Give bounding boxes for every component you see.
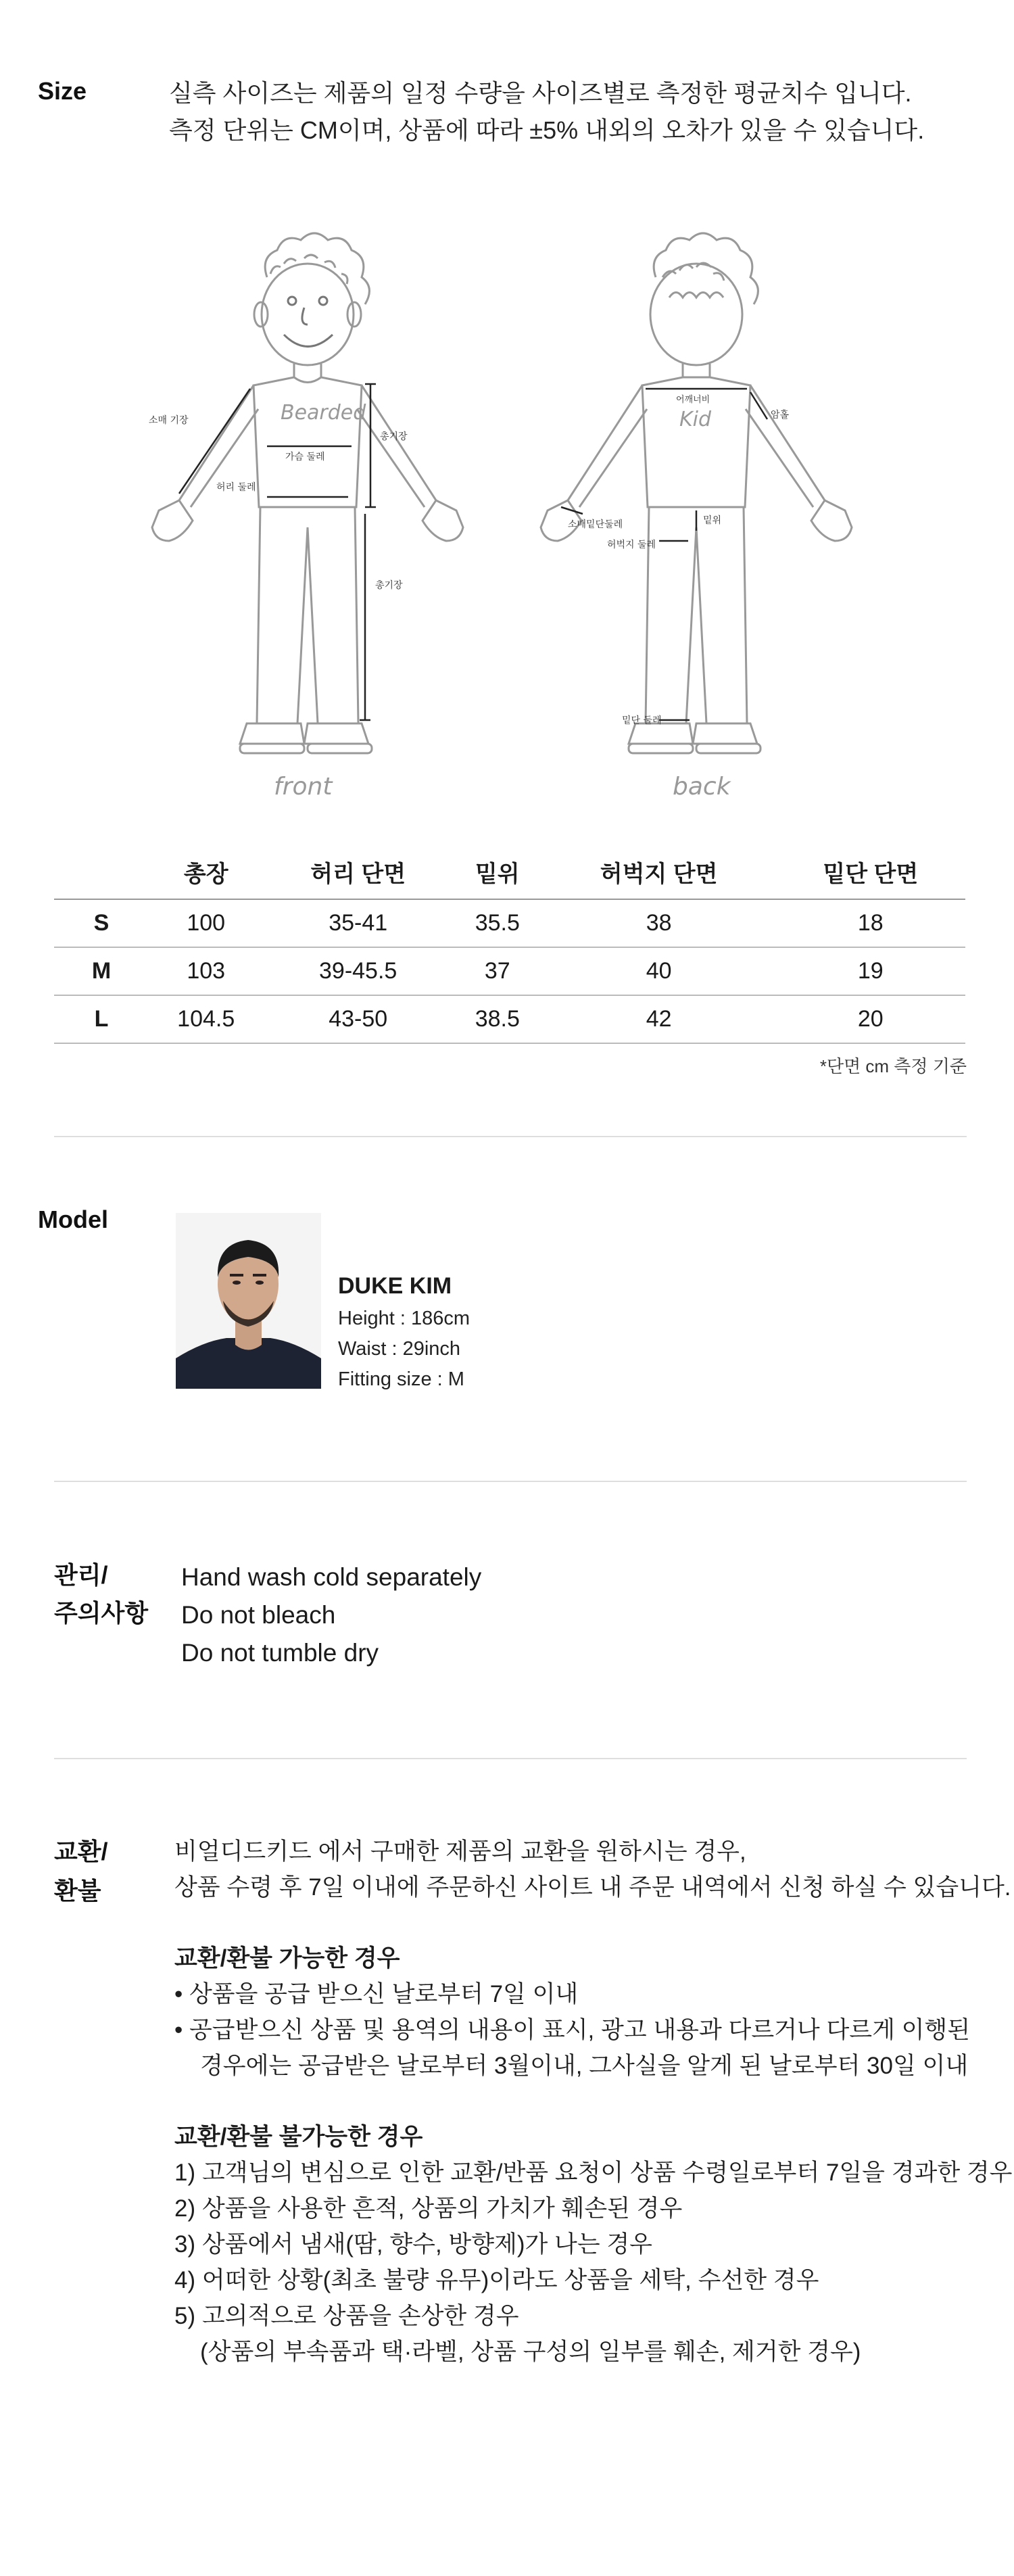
- front-figure: [152, 233, 463, 753]
- back-shirt-small: 어깨너비: [676, 395, 710, 405]
- back-label-hem: 밑단 둘레: [622, 715, 662, 726]
- section-divider: [54, 1481, 967, 1482]
- model-section-label: Model: [38, 1206, 108, 1233]
- table-cell: 104.5: [149, 995, 263, 1043]
- model-waist: Waist : 29inch: [338, 1338, 461, 1360]
- table-cell: 35.5: [453, 899, 542, 947]
- care-item: Do not tumble dry: [181, 1639, 379, 1667]
- table-cell: 38.5: [453, 995, 542, 1043]
- table-cell: 37: [453, 947, 542, 995]
- table-header-cell: 허벅지 단면: [542, 845, 776, 899]
- size-description: [169, 74, 980, 149]
- table-cell: S: [54, 899, 149, 947]
- exchange-impossible-item-cont: (상품의 부속품과 택·라벨, 상품 구성의 일부를 훼손, 제거한 경우): [200, 2339, 861, 2365]
- table-cell: M: [54, 947, 149, 995]
- model-height: Height : 186cm: [338, 1308, 470, 1329]
- care-section-label: [54, 1556, 148, 1632]
- table-cell: 42: [542, 995, 776, 1043]
- model-photo: [176, 1213, 321, 1389]
- table-cell: 43-50: [263, 995, 452, 1043]
- table-row: [54, 947, 965, 995]
- front-label-chest: 가슴 둘레: [285, 452, 325, 462]
- table-note: *단면 cm 측정 기준: [819, 1056, 967, 1076]
- size-description-line-1: 실측 사이즈는 제품의 일정 수량을 사이즈별로 측정한 평균치수 입니다.: [169, 79, 912, 107]
- measurement-illustration: [101, 223, 913, 811]
- exchange-label-line-2: 환불: [54, 1877, 101, 1905]
- table-cell: 19: [776, 947, 965, 995]
- table-header-cell: 허리 단면: [263, 845, 452, 899]
- table-cell: 35-41: [263, 899, 452, 947]
- exchange-possible-title: 교환/환불 가능한 경우: [174, 1945, 400, 1972]
- table-header-cell: [54, 845, 149, 899]
- exchange-impossible-item: 1) 고객님의 변심으로 인한 교환/반품 요청이 상품 수령일로부터 7일을 경과한 경우: [174, 2160, 1013, 2186]
- care-label-line-1: 관리/: [54, 1561, 108, 1589]
- model-fitting-size: Fitting size : M: [338, 1368, 464, 1390]
- exchange-intro-1: 비얼디드키드 에서 구매한 제품의 교환을 원하시는 경우,: [174, 1838, 746, 1865]
- table-cell: 40: [542, 947, 776, 995]
- table-cell: 18: [776, 899, 965, 947]
- back-shirt-text: Kid: [679, 408, 712, 431]
- care-item: Hand wash cold separately: [181, 1563, 482, 1591]
- section-divider: [54, 1136, 967, 1137]
- table-cell: 39-45.5: [263, 947, 452, 995]
- exchange-impossible-item: 3) 상품에서 냄새(땀, 향수, 방향제)가 나는 경우: [174, 2231, 652, 2258]
- back-figure: [541, 233, 852, 753]
- table-row: [54, 995, 965, 1043]
- size-description-line-2: 측정 단위는 CM이며, 상품에 따라 ±5% 내외의 오차가 있을 수 있습니다.: [169, 116, 925, 144]
- back-label-armhole: 암홀: [771, 410, 790, 421]
- exchange-possible-item-cont: 경우에는 공급받은 날로부터 3월이내, 그사실을 알게 된 날로부터 30일 이내: [200, 2053, 969, 2079]
- exchange-section-label: [54, 1832, 108, 1911]
- exchange-policy: [174, 1834, 1013, 2370]
- table-cell: 20: [776, 995, 965, 1043]
- exchange-impossible-item: 4) 어떠한 상황(최초 불량 유무)이라도 상품을 세탁, 수선한 경우: [174, 2267, 819, 2293]
- care-item: Do not bleach: [181, 1601, 336, 1629]
- exchange-possible-item: • 공급받으신 상품 및 용역의 내용이 표시, 광고 내용과 다르거나 다르게 이행된: [174, 2017, 971, 2043]
- table-header-cell: 총장: [149, 845, 263, 899]
- back-measure-lines: [561, 389, 767, 720]
- table-header-row: [54, 845, 965, 899]
- exchange-impossible-item: 2) 상품을 사용한 흔적, 상품의 가치가 훼손된 경우: [174, 2195, 683, 2222]
- table-cell: L: [54, 995, 149, 1043]
- table-header-cell: 밑위: [453, 845, 542, 899]
- back-label-thigh: 허벅지 둘레: [607, 540, 656, 550]
- front-label-top-length: 총기장: [380, 431, 408, 442]
- table-row: [54, 899, 965, 947]
- section-divider: [54, 1758, 967, 1759]
- exchange-possible-item: • 상품을 공급 받으신 날로부터 7일 이내: [174, 1981, 579, 2007]
- back-label-cuff: 소매밑단둘레: [568, 519, 623, 530]
- size-section-label: Size: [38, 77, 87, 105]
- table-cell: 38: [542, 899, 776, 947]
- exchange-label-line-1: 교환/: [54, 1838, 108, 1865]
- front-label-sleeve: 소매 기장: [149, 415, 189, 426]
- front-measure-lines: [179, 384, 376, 720]
- front-label-pants-length: 총기장: [375, 580, 403, 591]
- exchange-intro-2: 상품 수령 후 7일 이내에 주문하신 사이트 내 주문 내역에서 신청 하실 수 있습니다.: [174, 1874, 1011, 1901]
- back-label: back: [673, 773, 731, 801]
- front-label: front: [274, 773, 333, 801]
- table-header-cell: 밑단 단면: [776, 845, 965, 899]
- care-instructions: [181, 1558, 481, 1672]
- front-label-waist: 허리 둘레: [216, 482, 256, 493]
- front-shirt-text: Bearded: [281, 401, 366, 425]
- table-cell: 100: [149, 899, 263, 947]
- exchange-impossible-item: 5) 고의적으로 상품을 손상한 경우: [174, 2303, 519, 2329]
- size-table: [54, 845, 965, 1044]
- care-label-line-2: 주의사항: [54, 1599, 149, 1627]
- model-name: DUKE KIM: [338, 1273, 452, 1299]
- table-cell: 103: [149, 947, 263, 995]
- model-info: [338, 1304, 470, 1395]
- exchange-impossible-title: 교환/환불 불가능한 경우: [174, 2124, 423, 2150]
- back-label-rise: 밑위: [703, 515, 722, 526]
